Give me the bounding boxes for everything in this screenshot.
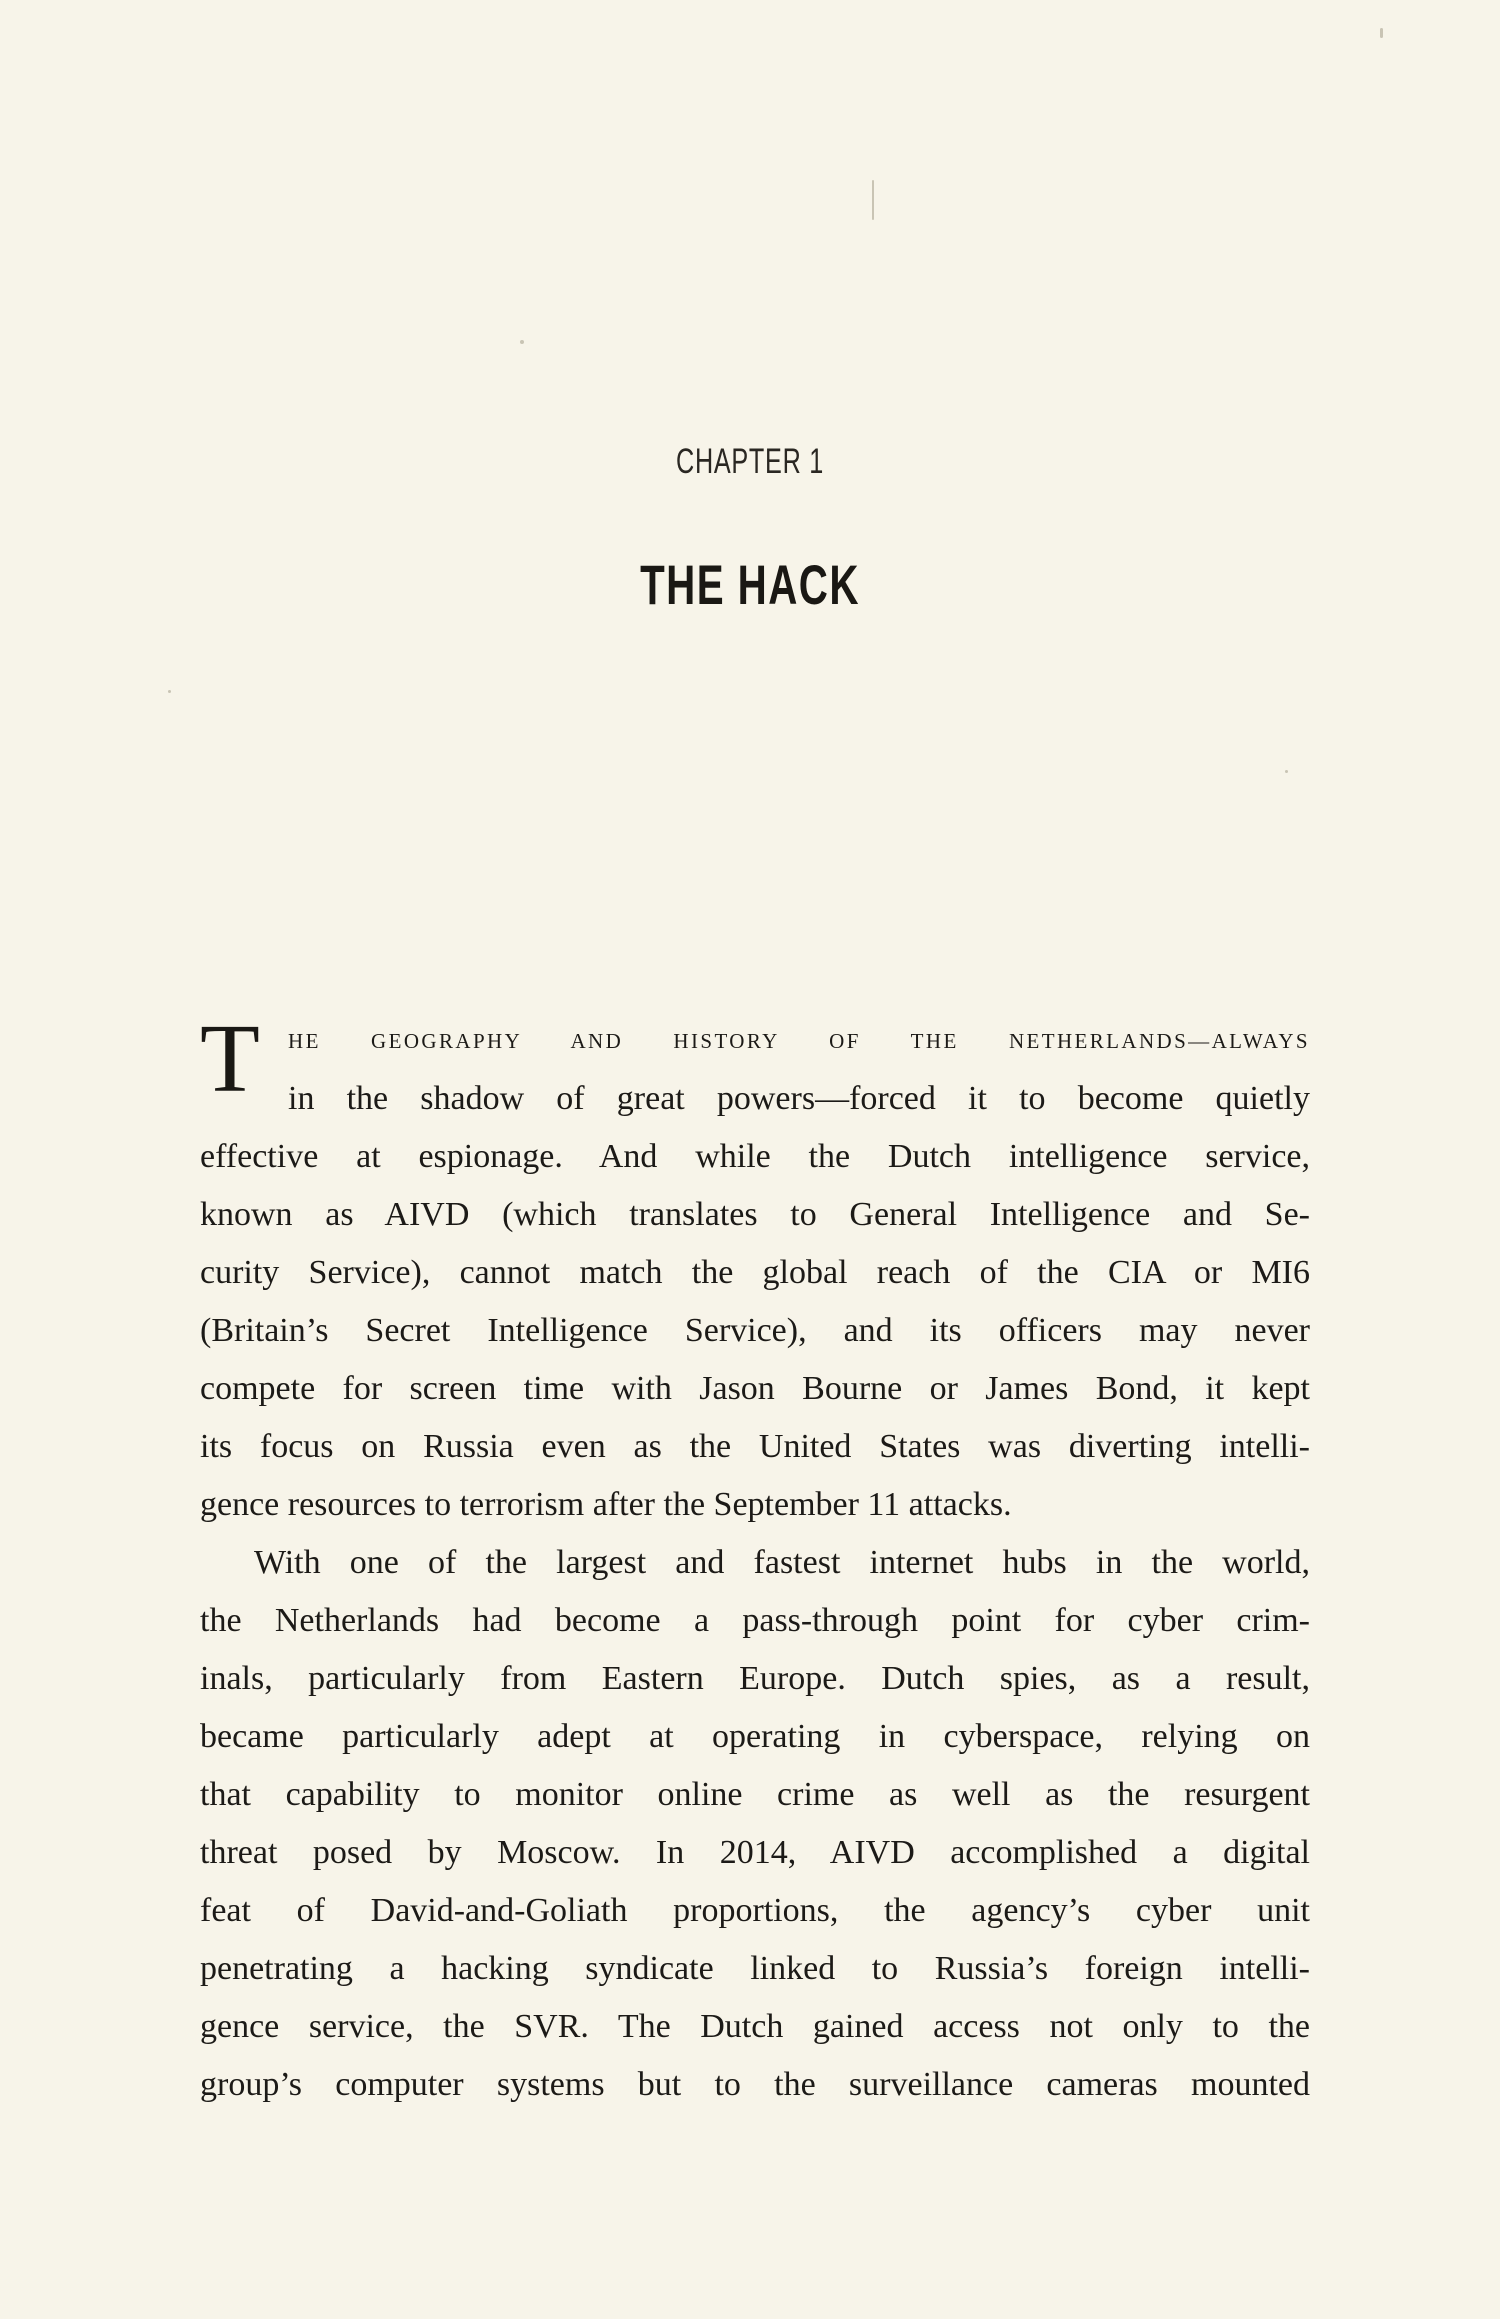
body-text xyxy=(200,1005,1310,2114)
chapter-title: THE HACK xyxy=(640,553,860,616)
paper-speck xyxy=(168,690,171,693)
text-line: penetrating a hacking syndicate linked to Russia’s foreign intelli- xyxy=(200,1950,1310,1987)
text-line: that capability to monitor online crime as well as the resurgent xyxy=(200,1776,1310,1813)
text-line: became particularly adept at operating in cyberspace, relying on xyxy=(200,1718,1310,1755)
chapter-label: CHAPTER 1 xyxy=(676,442,824,481)
text-line: HE GEOGRAPHY AND HISTORY OF THE NETHERLANDS—ALWAYS xyxy=(288,1029,1310,1053)
text-line: group’s computer systems but to the surveillance cameras mounted xyxy=(200,2066,1310,2103)
text-line: (Britain’s Secret Intelligence Service), and its officers may never xyxy=(200,1312,1310,1349)
paper-speck xyxy=(1285,770,1288,773)
text-line: known as AIVD (which translates to General Intelligence and Se- xyxy=(200,1196,1310,1233)
text-line: in the shadow of great powers—forced it to become quietly xyxy=(288,1080,1310,1117)
text-line: gence service, the SVR. The Dutch gained access not only to the xyxy=(200,2008,1310,2045)
text-line: feat of David-and-Goliath proportions, the agency’s cyber unit xyxy=(200,1892,1310,1929)
paper-speck xyxy=(520,340,524,344)
text-line: inals, particularly from Eastern Europe. Dutch spies, as a result, xyxy=(200,1660,1310,1697)
text-line: gence resources to terrorism after the September 11 attacks. xyxy=(200,1486,1012,1523)
paper-speck xyxy=(1380,28,1383,38)
text-line: compete for screen time with Jason Bourne or James Bond, it kept xyxy=(200,1370,1310,1407)
text-line: threat posed by Moscow. In 2014, AIVD accomplished a digital xyxy=(200,1834,1310,1871)
text-line: the Netherlands had become a pass-through point for cyber crim- xyxy=(200,1602,1310,1639)
text-line: With one of the largest and fastest internet hubs in the world, xyxy=(254,1544,1310,1581)
drop-cap: T xyxy=(200,1005,260,1113)
text-line: its focus on Russia even as the United States was diverting intelli- xyxy=(200,1428,1310,1465)
text-line: effective at espionage. And while the Dutch intelligence service, xyxy=(200,1138,1310,1175)
paper-speck xyxy=(872,180,874,220)
text-line: curity Service), cannot match the global reach of the CIA or MI6 xyxy=(200,1254,1310,1291)
